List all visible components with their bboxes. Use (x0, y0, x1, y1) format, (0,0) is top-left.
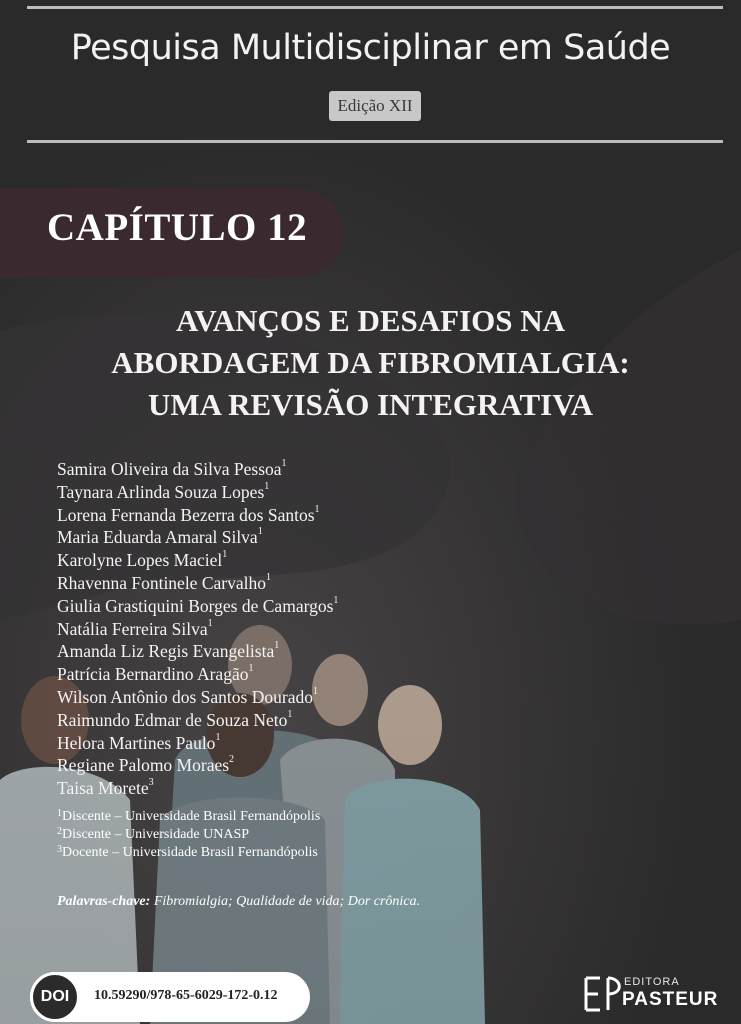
author-item: Patrícia Bernardino Aragão$^1$ (57, 663, 254, 685)
author-item: Giulia Grastiquini Borges de Camargos$^1$ (57, 594, 339, 616)
doi-link[interactable]: 10.59290/978-65-6029-172-0.12 (94, 988, 278, 1003)
author-item: Amanda Liz Regis Evangelista$^1$ (57, 640, 280, 662)
publisher-name: PASTEUR (622, 989, 719, 1010)
top-rule (27, 6, 723, 9)
author-item: Rhavenna Fontinele Carvalho$^1$ (57, 571, 271, 593)
affiliation-list (57, 808, 320, 862)
header-bottom-rule (27, 140, 723, 143)
author-item: Taisa Morete$^3$ (57, 777, 154, 799)
affiliation-item: $^3$Docente – Universidade Brasil Fernandópolis (57, 844, 318, 860)
author-item: Regiane Palomo Moraes$^2$ (57, 754, 235, 776)
keywords (57, 894, 420, 910)
chapter-title-line: AVANÇOS E DESAFIOS NA (175, 303, 566, 338)
author-item: Lorena Fernanda Bezerra dos Santos$^1$ (57, 503, 320, 525)
chapter-title (0, 300, 741, 426)
author-item: Taynara Arlinda Souza Lopes$^1$ (57, 480, 270, 502)
affiliation-item: $^2$Discente – Universidade UNASP (57, 826, 250, 842)
chapter-title-line: UMA REVISÃO INTEGRATIVA (148, 387, 593, 422)
keywords-text: Fibromialgia; Qualidade de vida; Dor crônica. (150, 894, 421, 909)
publisher-editora: EDITORA (624, 976, 680, 988)
author-item: Raimundo Edmar de Souza Neto$^1$ (57, 708, 293, 730)
affiliation-item: $^1$Discente – Universidade Brasil Fernandópolis (57, 808, 321, 824)
series-title: Pesquisa Multidisciplinar em Saúde (70, 28, 671, 68)
author-item: Maria Eduarda Amaral Silva$^1$ (57, 526, 263, 548)
author-item: Samira Oliveira da Silva Pessoa$^1$ (57, 458, 287, 479)
doi-icon: DOI (30, 972, 80, 1022)
author-item: Wilson Antônio dos Santos Dourado$^1$ (57, 685, 318, 707)
author-item: Karolyne Lopes Maciel$^1$ (57, 549, 228, 571)
author-item: Helora Martines Paulo$^1$ (57, 731, 221, 753)
chapter-title-line: ABORDAGEM DA FIBROMIALGIA: (111, 345, 630, 380)
keywords-label: Palavras-chave: (57, 894, 151, 909)
author-item: Natália Ferreira Silva$^1$ (57, 617, 213, 639)
author-list (57, 458, 338, 800)
edition-badge: Edição XII (329, 91, 421, 121)
chapter-label: CAPÍTULO 12 (47, 206, 308, 249)
